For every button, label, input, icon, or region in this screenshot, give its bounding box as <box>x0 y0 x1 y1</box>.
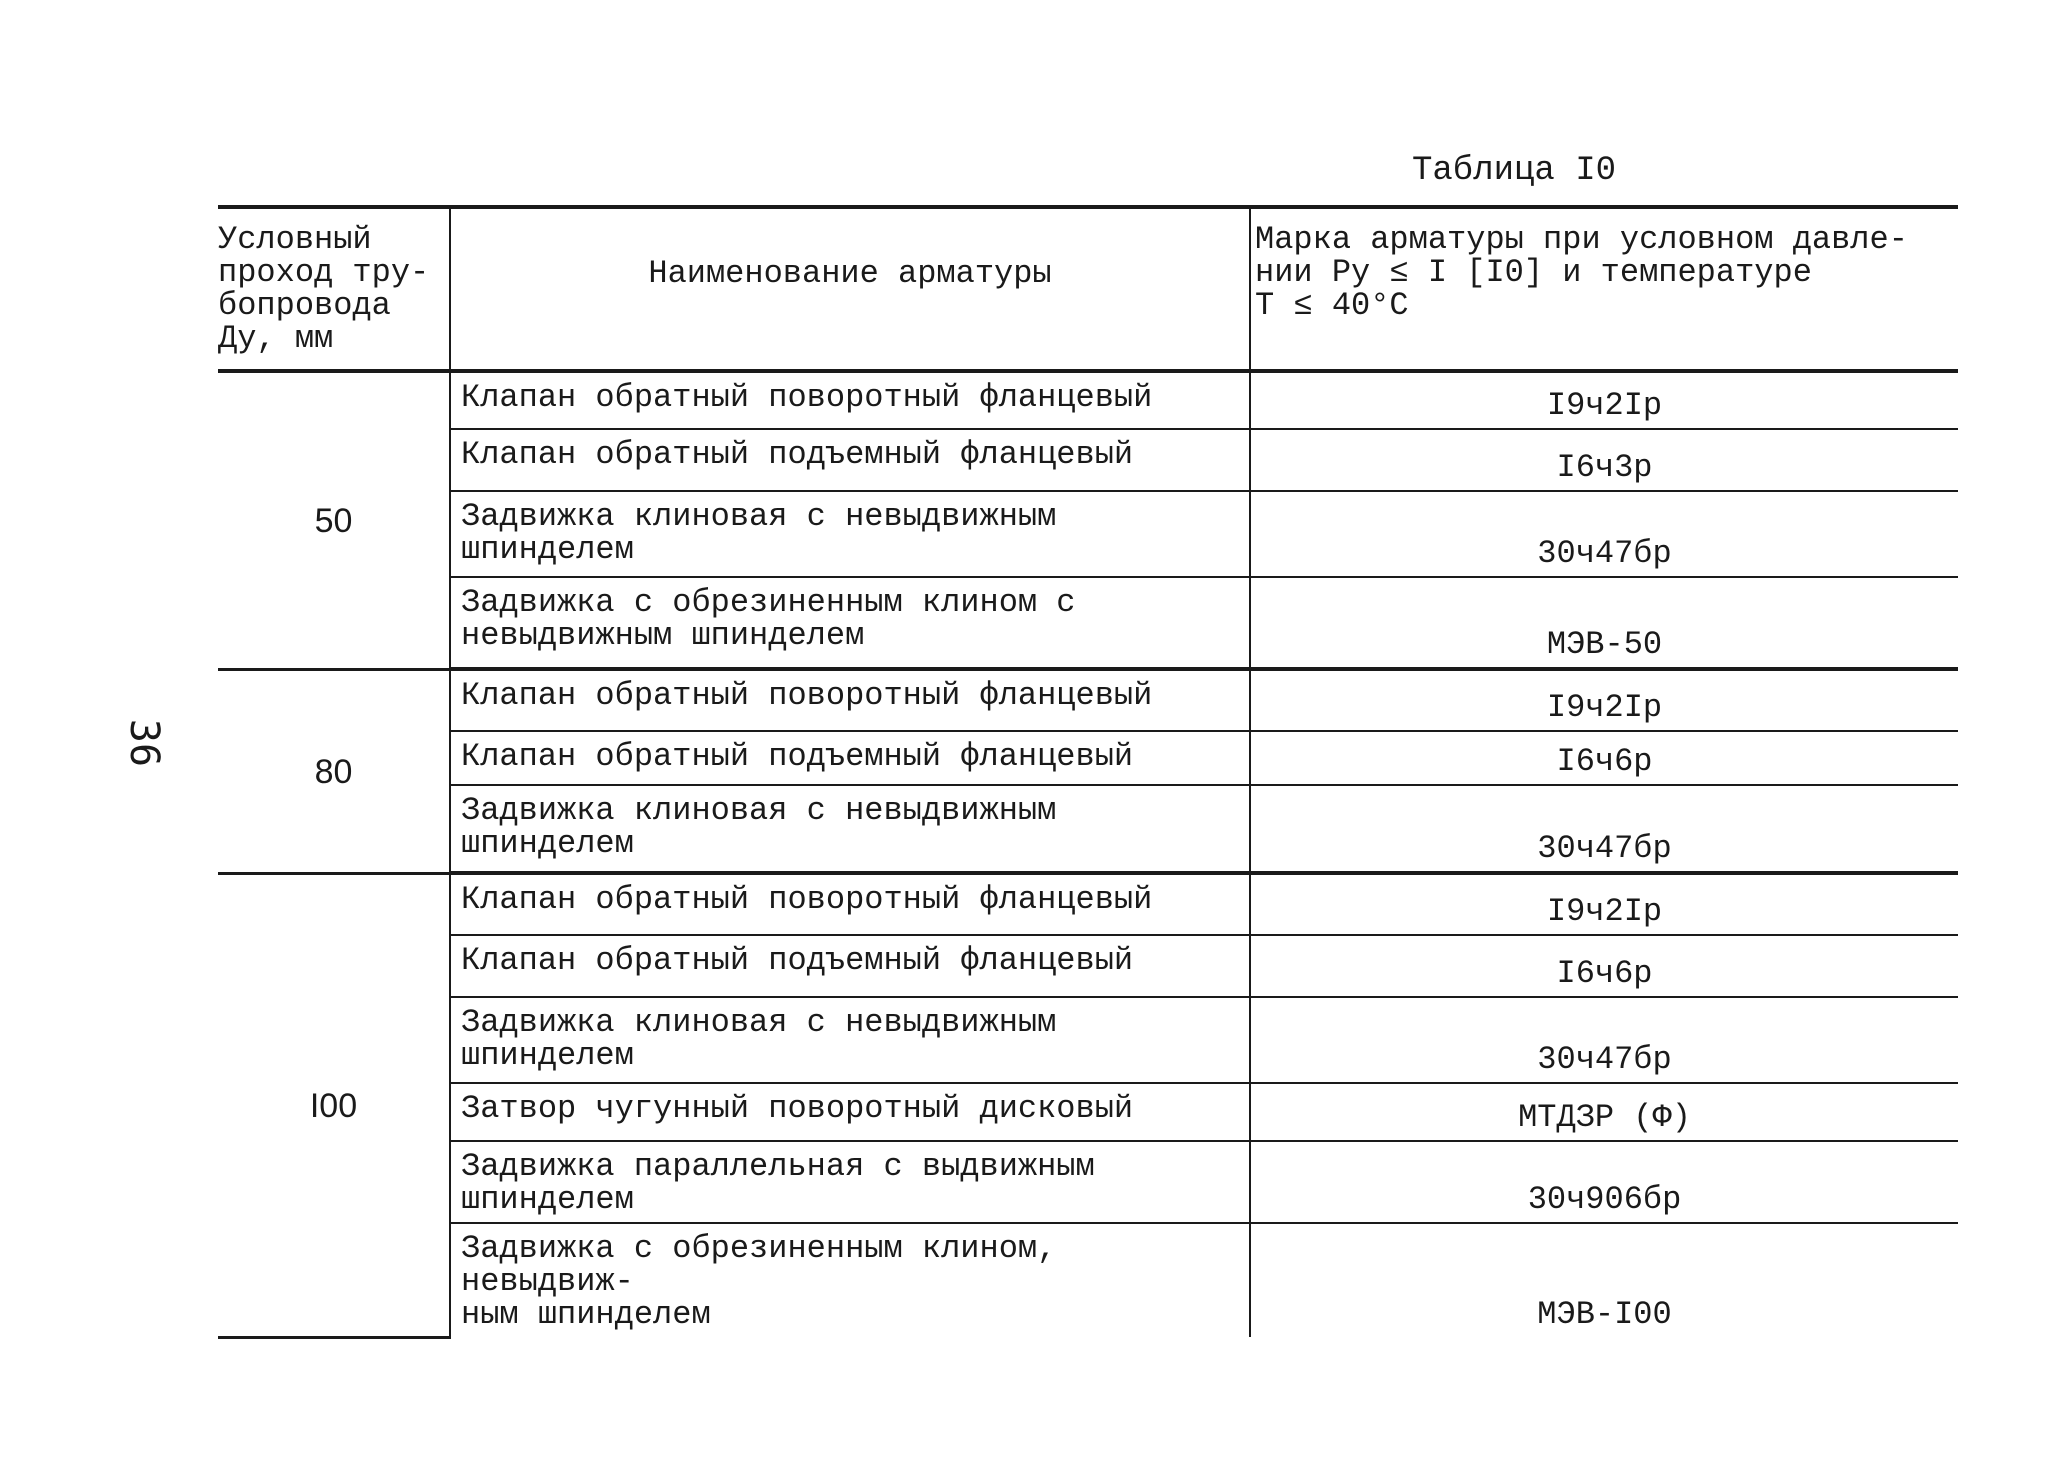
table-row <box>218 429 1958 491</box>
valve-name-line: Клапан обратный подъемный фланцевый <box>461 738 1134 775</box>
table-header <box>218 207 1958 371</box>
header-diameter-line: проход тру- <box>218 254 430 291</box>
valve-name-line: Затвор чугунный поворотный дисковый <box>461 1090 1134 1127</box>
valve-mark-cell: 30ч906бр <box>1250 1141 1958 1223</box>
valve-name-cell <box>450 1083 1250 1141</box>
diameter-cell: 50 <box>218 371 450 669</box>
valve-name-cell <box>450 1223 1250 1337</box>
table-row <box>218 1223 1958 1337</box>
valve-name-line: шпинделем <box>461 531 634 568</box>
valve-name-cell <box>450 997 1250 1083</box>
valve-mark-cell: МТДЗР (Ф) <box>1250 1083 1958 1141</box>
valves-table <box>218 205 1958 1339</box>
diameter-cell: I00 <box>218 873 450 1337</box>
table-row <box>218 873 1958 935</box>
diameter-cell: 80 <box>218 669 450 873</box>
valve-mark-cell: МЭВ-50 <box>1250 577 1958 669</box>
table-body <box>218 371 1958 1337</box>
valve-name-line: Задвижка клиновая с невыдвижным <box>461 1004 1057 1041</box>
valve-name-line: ным шпинделем <box>461 1296 711 1333</box>
valve-name-line: Клапан обратный поворотный фланцевый <box>461 881 1153 918</box>
table-row <box>218 997 1958 1083</box>
table-row <box>218 785 1958 873</box>
header-name: Наименование арматуры <box>450 207 1250 371</box>
valve-name-line: невыдвижным шпинделем <box>461 617 865 654</box>
valve-name-line: Задвижка клиновая с невыдвижным <box>461 498 1057 535</box>
valve-name-cell <box>450 669 1250 731</box>
header-mark-line: нии Ру ≤ I [I0] и температуре <box>1255 254 1812 291</box>
valve-mark-cell: I9ч2Iр <box>1250 873 1958 935</box>
valve-name-cell <box>450 785 1250 873</box>
valve-mark-cell: I6ч6р <box>1250 935 1958 997</box>
table-row <box>218 1141 1958 1223</box>
header-mark-line: Марка арматуры при условном давле- <box>1255 221 1908 258</box>
header-mark <box>1250 207 1958 371</box>
valve-name-line: Клапан обратный поворотный фланцевый <box>461 677 1153 714</box>
valve-name-line: Задвижка с обрезиненным клином с <box>461 584 1076 621</box>
valve-name-line: Задвижка параллельная с выдвижным шпинделем <box>461 1148 1095 1218</box>
valve-name-cell <box>450 491 1250 577</box>
valve-name-line: Клапан обратный подъемный фланцевый <box>461 436 1134 473</box>
valve-mark-cell: 30ч47бр <box>1250 491 1958 577</box>
table-row <box>218 371 1958 429</box>
valve-name-line: шпинделем <box>461 825 634 862</box>
valve-mark-cell: МЭВ-I00 <box>1537 1296 1672 1333</box>
valve-mark-cell: 30ч47бр <box>1250 997 1958 1083</box>
table-row <box>218 935 1958 997</box>
valve-name-cell <box>450 429 1250 491</box>
valve-name-cell <box>450 577 1250 669</box>
header-diameter <box>218 207 450 371</box>
valve-name-cell <box>450 371 1250 429</box>
valve-name-cell <box>450 873 1250 935</box>
table-row <box>218 669 1958 731</box>
header-mark-line: Т ≤ 40°C <box>1255 287 1409 324</box>
valve-name-cell <box>450 1141 1250 1223</box>
header-diameter-line: Условный <box>218 221 372 258</box>
valve-name-cell <box>450 731 1250 785</box>
valve-name-line: Задвижка клиновая с невыдвижным <box>461 792 1057 829</box>
header-diameter-line: Ду, мм <box>218 320 334 357</box>
table-row <box>218 731 1958 785</box>
header-diameter-line: бопровода <box>218 287 391 324</box>
table-row <box>218 1083 1958 1141</box>
table-row <box>218 491 1958 577</box>
table-caption: Таблица I0 <box>1412 152 1617 190</box>
valve-name-line: Задвижка с обрезиненным клином, невыдвиж- <box>461 1230 1057 1300</box>
table-row <box>218 577 1958 669</box>
valve-name-line: Клапан обратный поворотный фланцевый <box>461 379 1153 416</box>
valve-name-line: Клапан обратный подъемный фланцевый <box>461 942 1134 979</box>
valve-mark-cell: I6ч6р <box>1250 731 1958 785</box>
valve-mark-cell: I6ч3р <box>1250 429 1958 491</box>
valve-mark-cell: 30ч47бр <box>1250 785 1958 873</box>
page-number: 36 <box>121 718 168 768</box>
valve-mark-cell: I9ч2Iр <box>1250 669 1958 731</box>
valve-name-line: шпинделем <box>461 1037 634 1074</box>
valve-name-cell <box>450 935 1250 997</box>
valve-mark-cell: I9ч2Iр <box>1250 371 1958 429</box>
